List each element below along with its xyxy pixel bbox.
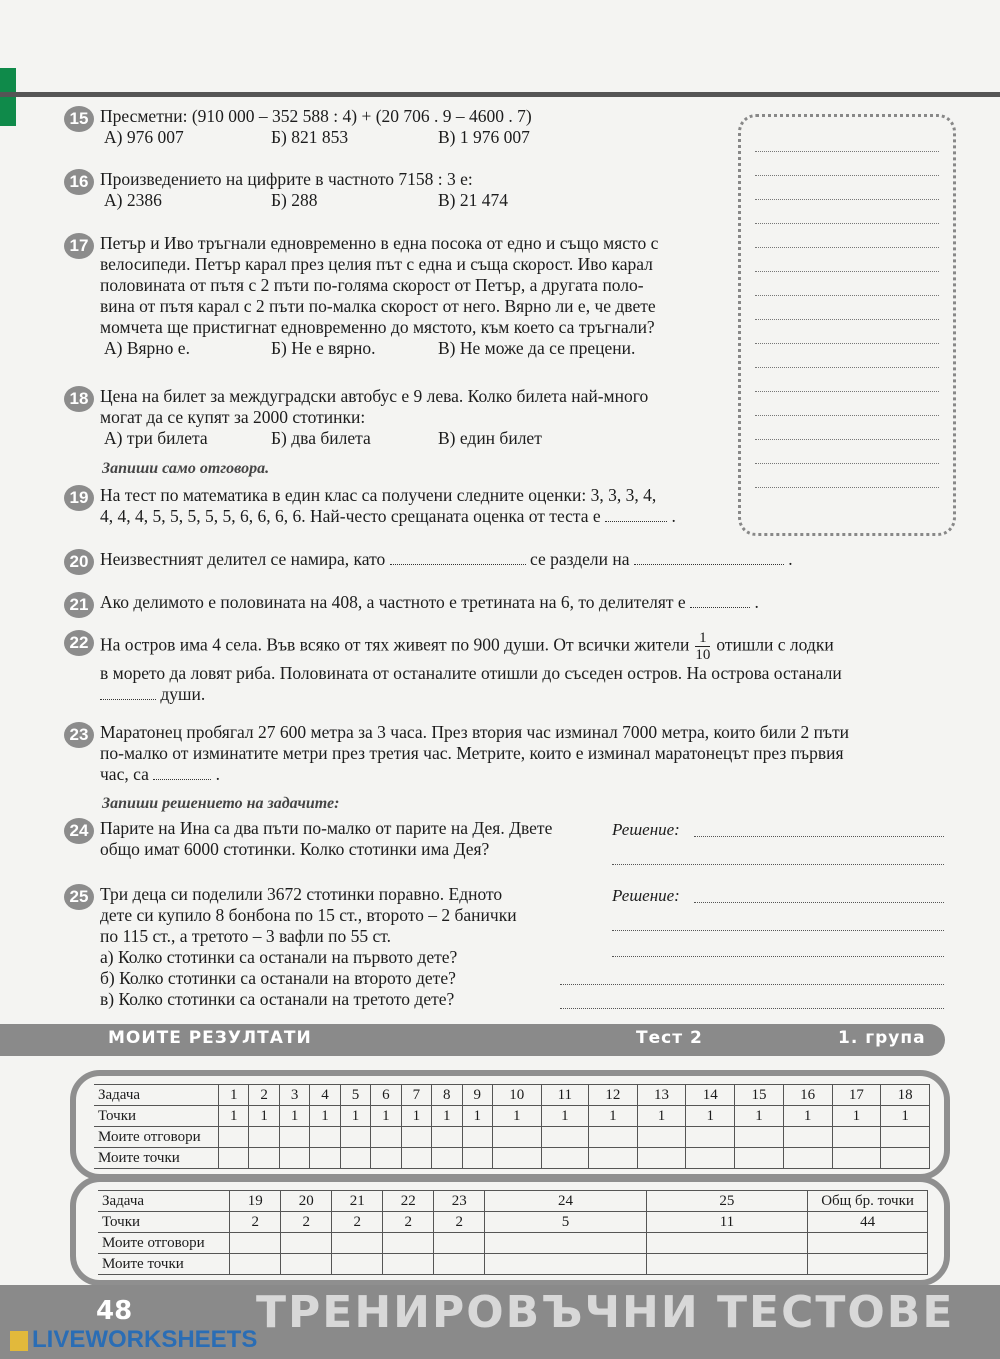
my-answer-cell[interactable] (881, 1127, 930, 1148)
question-line: а) Колко стотинки са останали на първото дете? (100, 947, 458, 967)
option-a[interactable]: А) 976 007 (104, 127, 184, 147)
my-points-cell[interactable] (249, 1148, 279, 1169)
question-line: могат да се купят за 2000 стотинки: (100, 407, 366, 427)
solution-label: Решение: (612, 820, 680, 839)
question-text: отишли с лодки (716, 634, 834, 655)
my-answer-cell[interactable] (332, 1233, 383, 1254)
my-answer-cell[interactable] (432, 1127, 462, 1148)
question-line: Маратонец пробягал 27 600 метра за 3 часа. През втория час изминал 7000 метра, които били 2 пъти (100, 722, 850, 742)
question-line: по 115 ст., а третото – 3 вафли по 55 ст. (100, 926, 391, 946)
solution-line[interactable] (694, 836, 944, 837)
question-line: Три деца си поделили 3672 стотинки поравно. Едното (100, 884, 503, 904)
points-cell: 44 (808, 1212, 928, 1233)
answer-blank[interactable] (153, 765, 211, 780)
row-label: Точки (98, 1212, 230, 1233)
question-number: 18 (64, 386, 94, 412)
question-line: велосипеди. Петър карал през целия път с една и съща скорост. Иво карал (100, 254, 653, 274)
answer-options (104, 428, 738, 450)
points-cell: 2 (434, 1212, 485, 1233)
points-cell: 1 (432, 1106, 462, 1127)
question-19: 19 На тест по математика в един клас са получени следните оценки: 3, 3, 3, 4, 4, 4, 4, 5, 5, 5, 5, 5, 6, 6, 6, 6. Най-често срещаната оценка от теста е . (68, 485, 738, 527)
answer-options (104, 127, 728, 149)
my-points-cell[interactable] (808, 1254, 928, 1275)
answer-blank[interactable] (634, 550, 784, 565)
points-cell: 2 (383, 1212, 434, 1233)
points-cell: 1 (541, 1106, 588, 1127)
question-text: Ако делимото е половината на 408, а частното е третината на 6, то делителят е (100, 592, 686, 612)
task-number-cell: Общ бр. точки (808, 1191, 928, 1212)
task-number-cell: 13 (637, 1085, 686, 1106)
points-cell: 2 (281, 1212, 332, 1233)
brand-text: LIVEWORKSHEETS (32, 1326, 258, 1353)
points-cell: 1 (637, 1106, 686, 1127)
row-label: Задача (94, 1085, 219, 1106)
task-number-cell: 21 (332, 1191, 383, 1212)
answer-blank[interactable] (390, 550, 526, 565)
question-number: 22 (64, 630, 94, 656)
task-number-cell: 19 (230, 1191, 281, 1212)
question-text: Произведението на цифрите в частното 7158 : 3 е: (100, 169, 473, 189)
solution-line[interactable] (560, 1008, 944, 1009)
solution-label: Решение: (612, 886, 680, 905)
my-answer-cell[interactable] (401, 1127, 431, 1148)
my-points-cell[interactable] (432, 1148, 462, 1169)
task-number-cell: 7 (401, 1085, 431, 1106)
top-rule (0, 92, 1000, 97)
question-line: по-малко от изминатите метри през третия час. Метрите, които е изминал маратонецът през първия (100, 743, 844, 763)
question-line: в) Колко стотинки са останали на третото дете? (100, 989, 455, 1009)
question-number: 19 (64, 485, 94, 511)
question-text: На остров има 4 села. Във всяко от тях живеят по 900 души. От всички жители (100, 634, 690, 655)
answer-blank[interactable] (605, 507, 667, 522)
question-18 (68, 386, 738, 450)
task-number-cell: 17 (832, 1085, 881, 1106)
my-points-cell[interactable] (735, 1148, 784, 1169)
my-answer-cell[interactable] (219, 1127, 249, 1148)
points-cell: 1 (735, 1106, 784, 1127)
my-answer-cell[interactable] (434, 1233, 485, 1254)
results-title: МОИТЕ РЕЗУЛТАТИ (108, 1028, 312, 1048)
my-points-cell[interactable] (589, 1148, 638, 1169)
question-line: 4, 4, 4, 5, 5, 5, 5, 5, 6, 6, 6, 6. Най-често срещаната оценка от теста е (100, 506, 601, 526)
fraction-denominator: 10 (695, 647, 711, 663)
points-cell: 1 (249, 1106, 279, 1127)
my-points-cell[interactable] (279, 1148, 309, 1169)
row-label: Точки (94, 1106, 219, 1127)
my-points-cell[interactable] (230, 1254, 281, 1275)
points-cell: 1 (832, 1106, 881, 1127)
question-number: 21 (64, 592, 94, 618)
question-line: дете си купило 8 бонбона по 15 ст., второто – 2 банички (100, 905, 517, 925)
my-points-cell[interactable] (646, 1254, 807, 1275)
option-a[interactable]: А) 2386 (104, 190, 162, 210)
option-b[interactable]: Б) 821 853 (271, 127, 349, 147)
points-cell: 2 (230, 1212, 281, 1233)
question-number: 20 (64, 549, 94, 575)
row-label: Задача (98, 1191, 230, 1212)
answer-options (104, 190, 728, 212)
points-cell: 2 (332, 1212, 383, 1233)
answer-blank[interactable] (690, 593, 750, 608)
my-answer-cell[interactable] (230, 1233, 281, 1254)
task-number-cell: 11 (541, 1085, 588, 1106)
points-cell: 1 (401, 1106, 431, 1127)
row-label: Моите точки (94, 1148, 219, 1169)
task-number-cell: 24 (485, 1191, 646, 1212)
points-cell: 1 (371, 1106, 401, 1127)
question-25 (68, 884, 608, 1010)
question-24 (68, 818, 608, 860)
results-banner (0, 1024, 945, 1056)
my-answer-cell[interactable] (686, 1127, 735, 1148)
option-c[interactable]: В) 1 976 007 (438, 127, 530, 147)
my-points-cell[interactable] (881, 1148, 930, 1169)
points-cell: 1 (783, 1106, 832, 1127)
task-number-cell: 3 (279, 1085, 309, 1106)
question-number: 25 (64, 884, 94, 910)
question-line: Цена на билет за междуградски автобус е 9 лева. Колко билета най-много (100, 386, 649, 406)
question-line: вина от пътя карал с 2 пъти по-малка скорост от него. Вярно ли е, че двете (100, 296, 656, 316)
task-number-cell: 1 (219, 1085, 249, 1106)
solution-line[interactable] (612, 864, 944, 865)
my-points-cell[interactable] (219, 1148, 249, 1169)
option-b[interactable]: Б) два билета (271, 428, 371, 448)
results-table-1 (70, 1070, 950, 1180)
points-cell: 5 (485, 1212, 646, 1233)
my-answer-cell[interactable] (832, 1127, 881, 1148)
option-a[interactable]: А) Вярно е. (104, 338, 190, 358)
question-line: На тест по математика в един клас са получени следните оценки: 3, 3, 3, 4, (100, 485, 657, 505)
question-21: 21 Ако делимото е половината на 408, а частното е третината на 6, то делителят е . (68, 592, 948, 613)
answer-options (104, 338, 738, 360)
my-points-cell[interactable] (492, 1148, 541, 1169)
points-cell: 11 (646, 1212, 807, 1233)
question-text: Пресметни: (910 000 – 352 588 : 4) + (20 706 . 9 – 4600 . 7) (100, 106, 532, 126)
my-points-cell[interactable] (434, 1254, 485, 1275)
row-label: Моите отговори (98, 1233, 230, 1254)
solution-line[interactable] (612, 930, 944, 931)
points-cell: 1 (492, 1106, 541, 1127)
page-number: 48 (96, 1296, 133, 1326)
my-points-cell[interactable] (637, 1148, 686, 1169)
task-number-cell: 20 (281, 1191, 332, 1212)
my-answer-cell[interactable] (371, 1127, 401, 1148)
my-points-cell[interactable] (310, 1148, 340, 1169)
my-points-cell[interactable] (686, 1148, 735, 1169)
my-answer-cell[interactable] (485, 1233, 646, 1254)
task-number-cell: 14 (686, 1085, 735, 1106)
points-cell: 1 (589, 1106, 638, 1127)
row-label: Моите точки (98, 1254, 230, 1275)
question-number: 15 (64, 106, 94, 132)
liveworksheets-icon (10, 1331, 28, 1351)
my-answer-cell[interactable] (808, 1233, 928, 1254)
answer-blank[interactable] (100, 685, 156, 700)
my-points-cell[interactable] (832, 1148, 881, 1169)
my-answer-cell[interactable] (637, 1127, 686, 1148)
my-answer-cell[interactable] (383, 1233, 434, 1254)
green-edge-marker (0, 68, 16, 126)
task-number-cell: 6 (371, 1085, 401, 1106)
points-cell: 1 (686, 1106, 735, 1127)
my-answer-cell[interactable] (249, 1127, 279, 1148)
option-c[interactable]: В) Не може да се прецени. (438, 338, 636, 358)
question-line: Петър и Иво тръгнали едновременно в една посока от едно и също място с (100, 233, 659, 253)
instruction-write-solution: Запиши решението на задачите: (102, 795, 340, 812)
option-c[interactable]: В) един билет (438, 428, 542, 448)
my-points-cell[interactable] (332, 1254, 383, 1275)
question-number: 16 (64, 169, 94, 195)
option-b[interactable]: Б) Не е вярно. (271, 338, 376, 358)
question-text: души. (160, 684, 206, 704)
question-17 (68, 233, 738, 360)
points-cell: 1 (462, 1106, 492, 1127)
footer-title: ТРЕНИРОВЪЧНИ ТЕСТОВЕ (256, 1287, 955, 1338)
task-number-cell: 4 (310, 1085, 340, 1106)
my-points-cell[interactable] (401, 1148, 431, 1169)
points-cell: 1 (881, 1106, 930, 1127)
points-cell: 1 (340, 1106, 370, 1127)
instruction-answer-only: Запиши само отговора. (102, 460, 270, 477)
task-number-cell: 16 (783, 1085, 832, 1106)
task-number-cell: 18 (881, 1085, 930, 1106)
question-number: 23 (64, 722, 94, 748)
question-line: б) Колко стотинки са останали на второто дете? (100, 968, 456, 988)
question-text: час, са (100, 764, 149, 784)
task-number-cell: 9 (462, 1085, 492, 1106)
task-number-cell: 5 (340, 1085, 370, 1106)
my-points-cell[interactable] (783, 1148, 832, 1169)
my-answer-cell[interactable] (492, 1127, 541, 1148)
my-answer-cell[interactable] (281, 1233, 332, 1254)
my-answer-cell[interactable] (589, 1127, 638, 1148)
question-line: половината от пътя с 2 пъти по-голяма скорост от Петър, а другата поло- (100, 275, 644, 295)
test-label: Тест 2 (636, 1028, 703, 1048)
question-number: 24 (64, 818, 94, 844)
my-answer-cell[interactable] (541, 1127, 588, 1148)
my-points-cell[interactable] (383, 1254, 434, 1275)
question-23: 23 Маратонец пробягал 27 600 метра за 3 часа. През втория час изминал 7000 метра, които били 2 пъти по-малко от изминатите метри през третия час. Метрите, които е изминал маратонецът през първия час, са . (68, 722, 948, 785)
my-points-cell[interactable] (462, 1148, 492, 1169)
option-c[interactable]: В) 21 474 (438, 190, 508, 210)
task-number-cell: 23 (434, 1191, 485, 1212)
my-answer-cell[interactable] (462, 1127, 492, 1148)
question-text: Неизвестният делител се намира, като (100, 549, 386, 569)
solution-line[interactable] (612, 956, 944, 957)
task-number-cell: 8 (432, 1085, 462, 1106)
question-line: момчета ще пристигнат едновременно до мястото, към което са тръгнали? (100, 317, 655, 337)
notes-box (738, 114, 956, 536)
points-cell: 1 (279, 1106, 309, 1127)
my-points-cell[interactable] (340, 1148, 370, 1169)
task-number-cell: 15 (735, 1085, 784, 1106)
question-number: 17 (64, 233, 94, 259)
group-label: 1. група (838, 1028, 926, 1048)
question-15 (68, 106, 728, 149)
task-number-cell: 22 (383, 1191, 434, 1212)
question-line: Парите на Ина са два пъти по-малко от парите на Дея. Двете (100, 818, 553, 838)
my-answer-cell[interactable] (310, 1127, 340, 1148)
my-answer-cell[interactable] (279, 1127, 309, 1148)
solution-line[interactable] (694, 902, 944, 903)
question-22 (68, 630, 948, 705)
question-line: в морето да ловят риба. Половината от останалите отишли до съседен остров. На острова останали (100, 663, 842, 683)
points-cell: 1 (310, 1106, 340, 1127)
question-line: общо имат 6000 стотинки. Колко стотинки има Дея? (100, 839, 490, 859)
brand-logo[interactable] (10, 1326, 257, 1354)
points-cell: 1 (219, 1106, 249, 1127)
fraction (695, 630, 710, 663)
my-answer-cell[interactable] (340, 1127, 370, 1148)
question-20: 20 Неизвестният делител се намира, като се раздели на . (68, 549, 948, 570)
task-number-cell: 10 (492, 1085, 541, 1106)
option-a[interactable]: А) три билета (104, 428, 208, 448)
option-b[interactable]: Б) 288 (271, 190, 318, 210)
my-points-cell[interactable] (485, 1254, 646, 1275)
row-label: Моите отговори (94, 1127, 219, 1148)
my-points-cell[interactable] (541, 1148, 588, 1169)
my-answer-cell[interactable] (735, 1127, 784, 1148)
solution-line[interactable] (560, 984, 944, 985)
question-16 (68, 169, 728, 212)
my-answer-cell[interactable] (646, 1233, 807, 1254)
task-number-cell: 25 (646, 1191, 807, 1212)
task-number-cell: 2 (249, 1085, 279, 1106)
results-table-2 (70, 1176, 950, 1286)
my-points-cell[interactable] (371, 1148, 401, 1169)
my-answer-cell[interactable] (783, 1127, 832, 1148)
fraction-numerator: 1 (695, 630, 710, 647)
task-number-cell: 12 (589, 1085, 638, 1106)
my-points-cell[interactable] (281, 1254, 332, 1275)
question-text: се раздели на (530, 549, 630, 569)
